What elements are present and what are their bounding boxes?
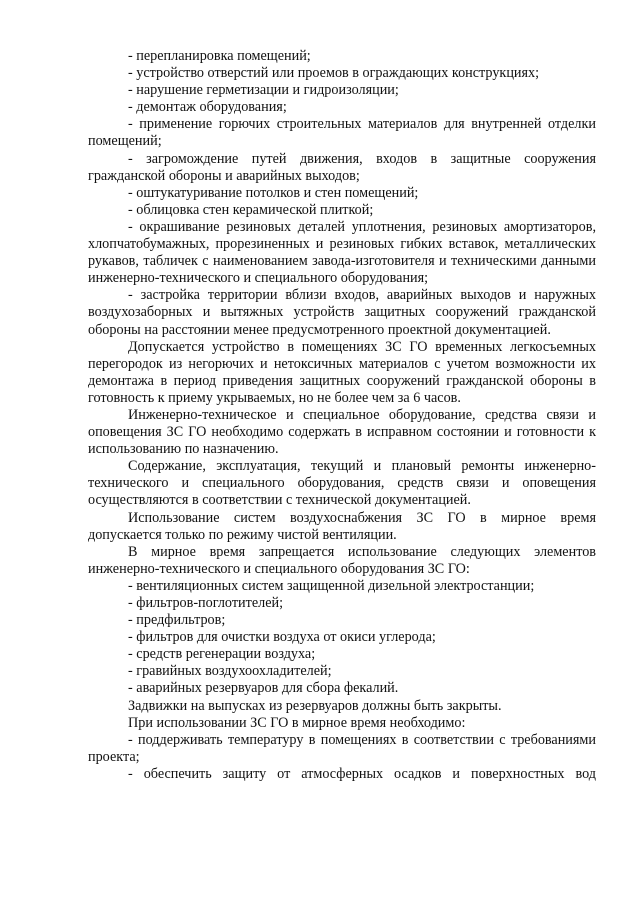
paragraph: В мирное время запрещается использование следующих элементов инженерно-технического и специального оборудования ЗС ГО: (88, 543, 596, 577)
list-item: - предфильтров; (128, 612, 226, 629)
list-item: - поддерживать температуру в помещениях в соответствии с требованиями проекта; (88, 731, 596, 765)
list-item: - нарушение герметизации и гидроизоляции; (128, 82, 399, 99)
list-item: - фильтров-поглотителей; (128, 595, 284, 611)
list-item: - оштукатуривание потолков и стен помещений; (128, 184, 419, 201)
list-item: - застройка территории вблизи входов, аварийных выходов и наружных воздухозаборных и вытяжных устройств защитных сооружений гражданской обороны на расстоянии менее предусмотренного проектной документацией. (88, 287, 596, 338)
list-item: - применение горючих строительных материалов для внутренней отделки помещений; (88, 116, 596, 150)
list-item: - устройство отверстий или проемов в ограждающих конструкциях; (128, 65, 540, 82)
list-item: - фильтров для очистки воздуха от окиси углерода; (128, 629, 436, 646)
list-item: - перепланировка помещений; (128, 48, 311, 64)
paragraph: Допускается устройство в помещениях ЗС ГО временных легкосъемных перегородок из негорючих и нетоксичных материалов с учетом возможности их демонтажа в период приведения защитных сооружений гражданской обороны в готовность к приему укрываемых, но не более чем за 6 часов. (88, 338, 596, 406)
list-item: - обеспечить защиту от атмосферных осадков и поверхностных вод (128, 765, 596, 782)
list-item: - загромождение путей движения, входов в защитные сооружения гражданской обороны и аварийных выходов; (88, 150, 596, 184)
list-item: - аварийных резервуаров для сбора фекалий. (128, 680, 399, 697)
document-page (88, 48, 596, 783)
list-item: - демонтаж оборудования; (128, 99, 287, 116)
list-item: - облицовка стен керамической плиткой; (128, 201, 374, 218)
paragraph: Содержание, эксплуатация, текущий и плановый ремонты инженерно-технического и специального оборудования, средств связи и оповещения осуществляются в соответствии с технической документацией. (88, 458, 596, 509)
paragraph: Использование систем воздухоснабжения ЗС ГО в мирное время допускается только по режиму чистой вентиляции. (88, 509, 596, 543)
paragraph: Инженерно-техническое и специальное оборудование, средства связи и оповещения ЗС ГО необходимо содержать в исправном состоянии и готовности к использованию по назначению. (88, 406, 596, 458)
list-item: - средств регенерации воздуха; (128, 646, 316, 663)
list-item: - вентиляционных систем защищенной дизельной электростанции; (128, 577, 535, 594)
list-item: - гравийных воздухоохладителей; (128, 663, 332, 680)
paragraph: Задвижки на выпусках из резервуаров должны быть закрыты. (128, 697, 502, 714)
paragraph: При использовании ЗС ГО в мирное время необходимо: (128, 714, 466, 731)
list-item: - окрашивание резиновых деталей уплотнения, резиновых амортизаторов, хлопчатобумажных, прорезиненных и резиновых гибких вставок, металлических рукавов, табличек с наименованием завода-изготовителя и техническими данными инженерно-технического и специального оборудования; (88, 218, 596, 287)
